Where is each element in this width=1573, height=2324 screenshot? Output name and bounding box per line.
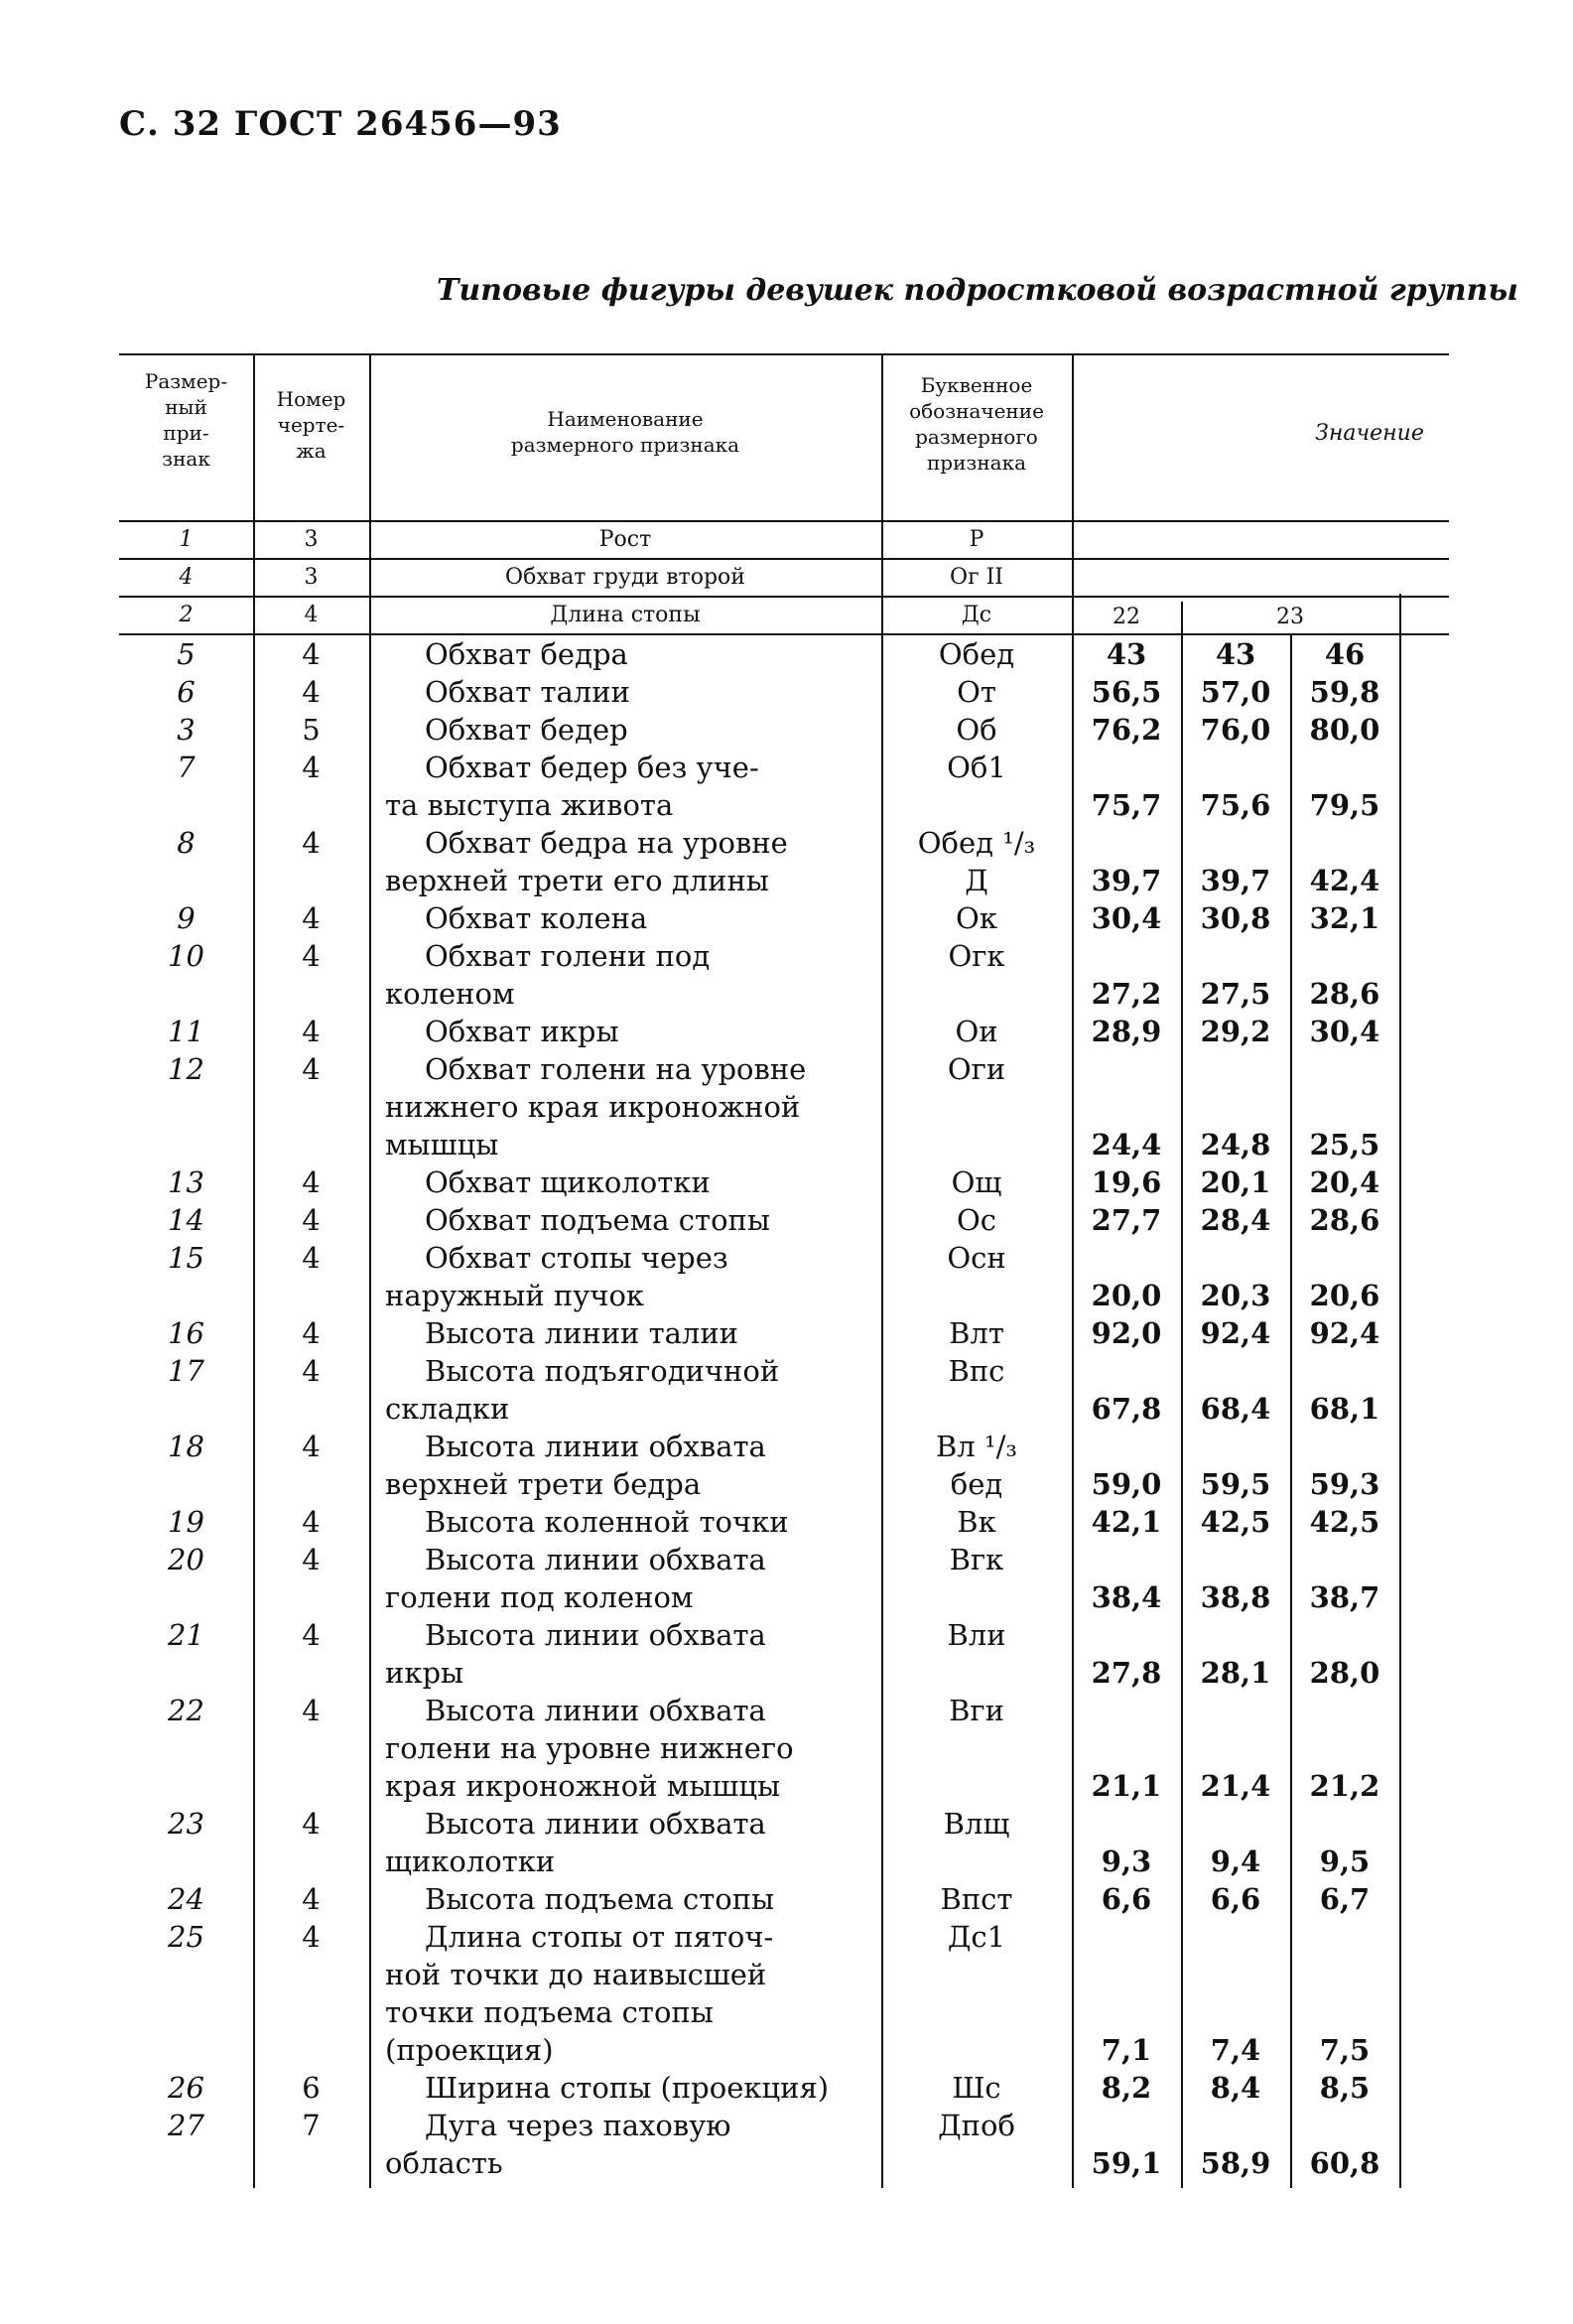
- row-feature-name: нижнего края икроножной: [385, 1090, 801, 1124]
- row-size-feature: 6: [177, 675, 196, 709]
- row-drawing-number: 4: [302, 751, 321, 784]
- row-drawing-number: 4: [302, 1505, 321, 1539]
- row-value: 21,2: [1309, 1769, 1380, 1803]
- row-letter-designation: Обед ¹/₃: [917, 826, 1036, 860]
- column-rule-7: [1399, 594, 1401, 2188]
- row-value: 92,0: [1091, 1316, 1162, 1350]
- row-drawing-number: 4: [302, 1543, 321, 1576]
- row-drawing-number: 6: [302, 2071, 321, 2105]
- row-value: 24,8: [1200, 1128, 1271, 1162]
- row-size-feature: 16: [168, 1316, 204, 1350]
- row-value: 28,6: [1309, 1203, 1380, 1237]
- row-value: 57,0: [1200, 675, 1271, 709]
- row-value: 38,7: [1309, 1580, 1380, 1614]
- row-drawing-number: 4: [302, 1430, 321, 1463]
- row-feature-name: Ширина стопы (проекция): [425, 2071, 830, 2105]
- row-size-feature: 25: [168, 1920, 204, 1954]
- row-value: 27,2: [1091, 977, 1162, 1011]
- row-letter-designation: От: [957, 675, 996, 709]
- row-drawing-number: 3: [304, 527, 319, 552]
- row-feature-name: Обхват стопы через: [425, 1241, 728, 1275]
- row-size-feature: 15: [168, 1241, 204, 1275]
- row-letter-designation: Обед: [938, 637, 1015, 671]
- row-feature-name: складки: [385, 1392, 510, 1426]
- row-drawing-number: 4: [302, 1618, 321, 1652]
- row-value: 76,2: [1091, 713, 1162, 747]
- header-drawing-number: жа: [296, 439, 327, 463]
- row-drawing-number: 4: [304, 603, 319, 627]
- row-feature-name: Обхват подъема стопы: [425, 1203, 770, 1237]
- row-value: 27,5: [1200, 977, 1271, 1011]
- row-value: 59,0: [1091, 1467, 1162, 1501]
- row-letter-designation: Осн: [947, 1241, 1006, 1275]
- row-size-feature: 2: [179, 603, 194, 627]
- row-drawing-number: 4: [302, 826, 321, 860]
- row-value: 29,2: [1200, 1015, 1271, 1048]
- row-value: 43: [1215, 637, 1256, 671]
- column-rule-2: [369, 353, 371, 2188]
- row-value: 80,0: [1309, 713, 1380, 747]
- row-value: 8,4: [1210, 2071, 1261, 2105]
- row-letter-designation: Впст: [940, 1882, 1013, 1916]
- row-value: 7,4: [1210, 2033, 1261, 2067]
- row-drawing-number: 4: [302, 901, 321, 935]
- row-feature-name: Обхват бедра на уровне: [425, 826, 788, 860]
- row-value: 20,4: [1309, 1165, 1380, 1199]
- table-top-rule: [119, 353, 1449, 355]
- row-feature-name: Высота линии обхвата: [425, 1694, 766, 1727]
- row-drawing-number: 4: [302, 1052, 321, 1086]
- row-feature-name: (проекция): [385, 2033, 554, 2067]
- header-letter-designation: Буквенное: [920, 373, 1033, 397]
- value-23: 23: [1276, 605, 1304, 629]
- row-value: 58,9: [1200, 2146, 1271, 2180]
- row-value: 42,5: [1200, 1505, 1271, 1539]
- row-value: 42,5: [1309, 1505, 1380, 1539]
- row-value: 20,6: [1309, 1279, 1380, 1312]
- row-size-feature: 22: [168, 1694, 204, 1727]
- page-header: С. 32 ГОСТ 26456—93: [119, 104, 562, 144]
- row-value: 9,3: [1101, 1845, 1152, 1878]
- row-value: 32,1: [1309, 901, 1380, 935]
- row-value: 79,5: [1309, 788, 1380, 822]
- column-rule-4: [1072, 353, 1074, 2188]
- row-letter-designation: Дс1: [947, 1920, 1006, 1954]
- row-letter-designation: Дпоб: [938, 2109, 1015, 2142]
- row-feature-name: область: [385, 2146, 503, 2180]
- row-value: 21,1: [1091, 1769, 1162, 1803]
- row-value: 67,8: [1091, 1392, 1162, 1426]
- row-letter-designation: Огк: [948, 939, 1005, 973]
- row-value: 27,8: [1091, 1656, 1162, 1690]
- row-letter-designation: Р: [969, 527, 984, 552]
- row-letter-designation: Дс: [961, 603, 992, 627]
- row-size-feature: 26: [168, 2071, 204, 2105]
- row-size-feature: 9: [177, 901, 196, 935]
- row-feature-name: Длина стопы от пяточ-: [425, 1920, 774, 1954]
- row-drawing-number: 4: [302, 1015, 321, 1048]
- row-value: 20,3: [1200, 1279, 1271, 1312]
- row-feature-name: верхней трети бедра: [385, 1467, 702, 1501]
- row-value: 42,4: [1309, 864, 1380, 897]
- row-drawing-number: 4: [302, 1920, 321, 1954]
- row-value: 39,7: [1200, 864, 1271, 897]
- row-value: 27,7: [1091, 1203, 1162, 1237]
- header-drawing-number: Номер: [276, 387, 346, 411]
- row-value: 59,8: [1309, 675, 1380, 709]
- row-value: 6,6: [1101, 1882, 1152, 1916]
- row-letter-designation: Шс: [952, 2071, 1001, 2105]
- row-feature-name: щиколотки: [385, 1845, 556, 1878]
- row-feature-name: наружный пучок: [385, 1279, 645, 1312]
- row-feature-name: мышцы: [385, 1128, 499, 1162]
- row-size-feature: 1: [179, 527, 194, 552]
- row-size-feature: 21: [168, 1618, 204, 1652]
- row-value: 92,4: [1309, 1316, 1380, 1350]
- row-drawing-number: 4: [302, 1694, 321, 1727]
- row-feature-name: Обхват бедер: [425, 713, 628, 747]
- head-row-rule: [119, 558, 1449, 560]
- row-feature-name: икры: [385, 1656, 464, 1690]
- row-value: 7,1: [1101, 2033, 1152, 2067]
- row-value: 46: [1324, 637, 1366, 671]
- row-value: 75,6: [1200, 788, 1271, 822]
- row-value: 76,0: [1200, 713, 1271, 747]
- column-rule-3: [881, 353, 883, 2188]
- row-value: 28,6: [1309, 977, 1380, 1011]
- row-feature-name: Высота линии обхвата: [425, 1807, 766, 1841]
- row-value: 28,9: [1091, 1015, 1162, 1048]
- row-letter-designation: Впс: [948, 1354, 1005, 1388]
- row-feature-name: Обхват голени на уровне: [425, 1052, 807, 1086]
- row-value: 75,7: [1091, 788, 1162, 822]
- row-feature-name: Высота подъема стопы: [425, 1882, 775, 1916]
- header-size-feature: Размер-: [144, 369, 228, 393]
- row-size-feature: 10: [168, 939, 204, 973]
- row-feature-name: коленом: [385, 977, 515, 1011]
- row-letter-designation: Ок: [956, 901, 997, 935]
- row-value: 68,1: [1309, 1392, 1380, 1426]
- row-value: 7,5: [1319, 2033, 1371, 2067]
- header-size-feature: ный: [165, 395, 207, 419]
- row-feature-name: Обхват бедер без уче-: [425, 751, 759, 784]
- row-feature-name: ной точки до наивысшей: [385, 1958, 767, 1991]
- header-value: Значение: [1315, 421, 1424, 446]
- row-feature-name: Высота подъягодичной: [425, 1354, 780, 1388]
- row-feature-name: Рост: [598, 527, 652, 552]
- row-feature-name: Высота коленной точки: [425, 1505, 789, 1539]
- row-value: 56,5: [1091, 675, 1162, 709]
- row-drawing-number: 7: [302, 2109, 321, 2142]
- row-feature-name: голени под коленом: [385, 1580, 694, 1614]
- row-value: 59,5: [1200, 1467, 1271, 1501]
- row-value: 20,1: [1200, 1165, 1271, 1199]
- row-value: 39,7: [1091, 864, 1162, 897]
- row-value: 9,4: [1210, 1845, 1261, 1878]
- row-feature-name: Обхват груди второй: [505, 565, 745, 590]
- row-feature-name: Длина стопы: [550, 603, 701, 627]
- row-feature-name: Высота линии обхвата: [425, 1430, 766, 1463]
- row-size-feature: 14: [168, 1203, 204, 1237]
- row-letter-designation: Вл ¹/₃: [936, 1430, 1017, 1463]
- row-feature-name: Высота линии талии: [425, 1316, 739, 1350]
- row-value: 30,4: [1309, 1015, 1380, 1048]
- row-size-feature: 4: [179, 565, 194, 590]
- row-letter-designation: Ощ: [951, 1165, 1002, 1199]
- row-drawing-number: 4: [302, 1882, 321, 1916]
- header-drawing-number: черте-: [277, 413, 345, 437]
- header-letter-designation: обозначение: [909, 399, 1044, 423]
- row-value: 21,4: [1200, 1769, 1271, 1803]
- row-size-feature: 27: [168, 2109, 204, 2142]
- row-value: 28,1: [1200, 1656, 1271, 1690]
- header-bottom-rule: [119, 520, 1449, 522]
- row-value: 9,5: [1319, 1845, 1371, 1878]
- row-size-feature: 20: [168, 1543, 204, 1576]
- row-value: 8,2: [1101, 2071, 1152, 2105]
- row-letter-designation: Ои: [955, 1015, 998, 1048]
- row-feature-name: точки подъема стопы: [385, 1995, 714, 2029]
- row-value: 25,5: [1309, 1128, 1380, 1162]
- row-value: 59,1: [1091, 2146, 1162, 2180]
- row-feature-name: Обхват щиколотки: [425, 1165, 711, 1199]
- header-size-feature: знак: [162, 447, 210, 471]
- row-feature-name: Обхват бедра: [425, 637, 628, 671]
- row-drawing-number: 4: [302, 675, 321, 709]
- row-size-feature: 8: [177, 826, 196, 860]
- row-letter-designation: Ос: [956, 1203, 997, 1237]
- row-size-feature: 23: [168, 1807, 204, 1841]
- row-letter-designation: Вги: [949, 1694, 1004, 1727]
- row-value: 43: [1106, 637, 1147, 671]
- row-size-feature: 3: [177, 713, 196, 747]
- row-letter-designation: Влщ: [943, 1807, 1010, 1841]
- header-letter-designation: признака: [926, 451, 1027, 475]
- row-feature-name: та выступа живота: [385, 788, 674, 822]
- row-size-feature: 17: [168, 1354, 204, 1388]
- row-drawing-number: 4: [302, 637, 321, 671]
- row-size-feature: 13: [168, 1165, 204, 1199]
- table-title: Типовые фигуры девушек подростковой возрастной группы: [437, 273, 1518, 308]
- row-drawing-number: 4: [302, 1241, 321, 1275]
- row-value: 6,6: [1210, 1882, 1261, 1916]
- row-letter-designation: Вли: [947, 1618, 1006, 1652]
- row-feature-name: Высота линии обхвата: [425, 1543, 766, 1576]
- row-value: 20,0: [1091, 1279, 1162, 1312]
- row-size-feature: 18: [168, 1430, 204, 1463]
- header-letter-designation: размерного: [915, 425, 1038, 449]
- head-row-rule: [119, 596, 1449, 598]
- row-feature-name: верхней трети его длины: [385, 864, 769, 897]
- row-letter-designation: Об1: [947, 751, 1006, 784]
- column-rule-6: [1290, 635, 1292, 2188]
- row-letter-designation: Д: [965, 864, 988, 897]
- row-letter-designation: Вк: [957, 1505, 996, 1539]
- column-rule-5: [1181, 602, 1183, 2188]
- row-drawing-number: 4: [302, 1316, 321, 1350]
- row-drawing-number: 4: [302, 1807, 321, 1841]
- header-feature-name: размерного признака: [510, 433, 740, 457]
- row-value: 38,8: [1200, 1580, 1271, 1614]
- row-drawing-number: 5: [302, 713, 321, 747]
- row-letter-designation: Вгк: [949, 1543, 1004, 1576]
- row-value: 30,4: [1091, 901, 1162, 935]
- row-letter-designation: Влт: [949, 1316, 1004, 1350]
- row-feature-name: Обхват икры: [425, 1015, 619, 1048]
- row-value: 59,3: [1309, 1467, 1380, 1501]
- row-feature-name: края икроножной мышцы: [385, 1769, 781, 1803]
- row-letter-designation: бед: [950, 1467, 1003, 1501]
- row-feature-name: голени на уровне нижнего: [385, 1731, 794, 1765]
- row-letter-designation: Ог II: [950, 565, 1003, 590]
- row-value: 60,8: [1309, 2146, 1380, 2180]
- row-size-feature: 7: [177, 751, 196, 784]
- row-value: 30,8: [1200, 901, 1271, 935]
- row-value: 19,6: [1091, 1165, 1162, 1199]
- row-value: 28,4: [1200, 1203, 1271, 1237]
- column-rule-1: [253, 353, 255, 2188]
- row-letter-designation: Об: [956, 713, 997, 747]
- row-size-feature: 5: [177, 637, 196, 671]
- row-size-feature: 24: [168, 1882, 204, 1916]
- header-size-feature: при-: [163, 421, 209, 445]
- row-drawing-number: 4: [302, 1354, 321, 1388]
- row-drawing-number: 3: [304, 565, 319, 590]
- row-value: 6,7: [1319, 1882, 1371, 1916]
- row-feature-name: Дуга через паховую: [425, 2109, 731, 2142]
- row-drawing-number: 4: [302, 1203, 321, 1237]
- row-feature-name: Обхват колена: [425, 901, 648, 935]
- row-drawing-number: 4: [302, 939, 321, 973]
- header-feature-name: Наименование: [547, 407, 704, 431]
- row-letter-designation: Оги: [947, 1052, 1006, 1086]
- row-size-feature: 19: [168, 1505, 204, 1539]
- row-value: 8,5: [1319, 2071, 1371, 2105]
- row-value: 28,0: [1309, 1656, 1380, 1690]
- row-value: 68,4: [1200, 1392, 1271, 1426]
- row-value: 42,1: [1091, 1505, 1162, 1539]
- row-feature-name: Обхват талии: [425, 675, 630, 709]
- row-drawing-number: 4: [302, 1165, 321, 1199]
- value-22: 22: [1113, 605, 1140, 629]
- row-size-feature: 12: [168, 1052, 204, 1086]
- row-value: 38,4: [1091, 1580, 1162, 1614]
- row-size-feature: 11: [168, 1015, 204, 1048]
- row-feature-name: Высота линии обхвата: [425, 1618, 766, 1652]
- row-feature-name: Обхват голени под: [425, 939, 711, 973]
- row-value: 92,4: [1200, 1316, 1271, 1350]
- row-value: 24,4: [1091, 1128, 1162, 1162]
